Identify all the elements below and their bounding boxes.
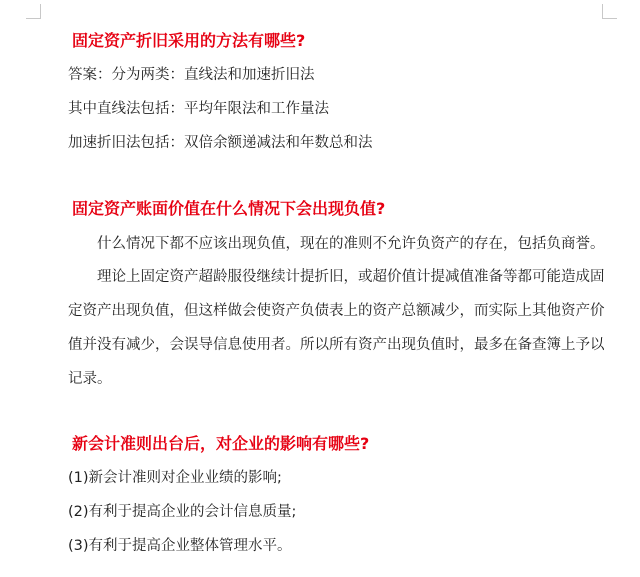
impact-item-3: (3)有利于提高企业整体管理水平。 xyxy=(68,538,292,554)
accelerated-methods-line: 加速折旧法包括：双倍余额递减法和年数总和法 xyxy=(68,135,373,151)
impact-item-2: (2)有利于提高企业的会计信息质量; xyxy=(68,504,297,520)
page-corner-mark-top-right xyxy=(602,4,617,19)
paragraph-theory-line-1 xyxy=(68,267,605,287)
paragraph-text: 什么情况下都不应该出现负值，现在的准则不允许负资产的存在，包括负商誉。 xyxy=(97,236,605,252)
paragraph-text: 理论上固定资产超龄服役继续计提折旧，或超价值计提减值准备等都可能造成固 xyxy=(97,269,605,285)
paragraph-no-negative-value xyxy=(68,234,605,254)
section-heading-negative-book-value: 固定资产账面价值在什么情况下会出现负值? xyxy=(72,199,386,218)
paragraph-theory-line-2: 定资产出现负值，但这样做会使资产负债表上的资产总额减少，而实际上其他资产价 xyxy=(68,303,605,319)
straight-line-methods-line: 其中直线法包括：平均年限法和工作量法 xyxy=(68,101,329,117)
paragraph-theory-line-3: 值并没有减少，会误导信息使用者。所以所有资产出现负值时，最多在备查簿上予以 xyxy=(68,337,605,353)
paragraph-theory-line-4: 记录。 xyxy=(68,371,112,387)
answer-line: 答案：分为两类：直线法和加速折旧法 xyxy=(68,67,315,83)
impact-item-1: (1)新会计准则对企业业绩的影响; xyxy=(68,470,282,486)
page-corner-mark-top-left xyxy=(26,4,41,19)
section-heading-new-standards-impact: 新会计准则出台后，对企业的影响有哪些? xyxy=(72,434,370,453)
section-heading-depreciation-methods: 固定资产折旧采用的方法有哪些? xyxy=(72,31,306,50)
